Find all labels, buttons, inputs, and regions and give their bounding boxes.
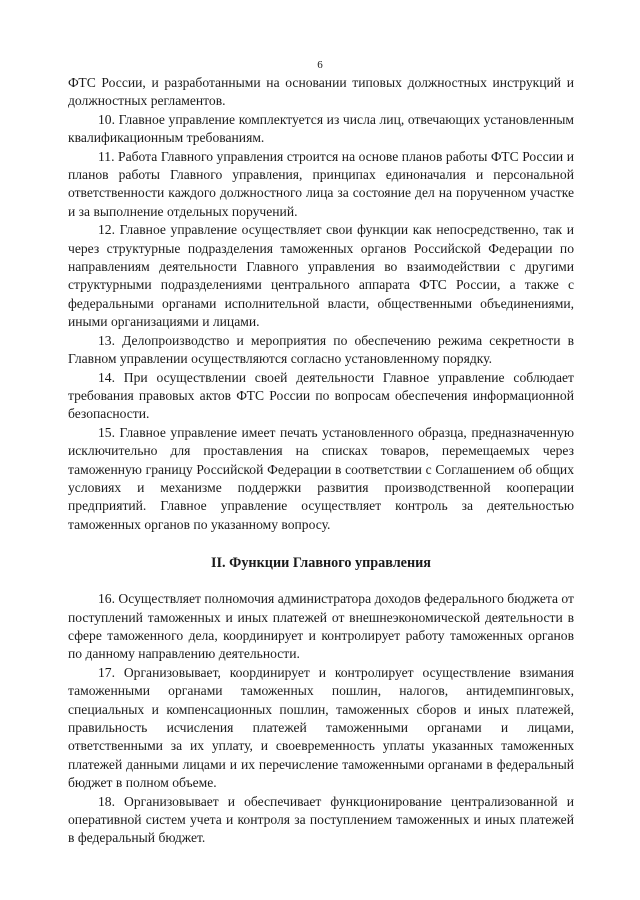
paragraph-17: 17. Организовывает, координирует и контролирует осуществление взимания таможенными органами таможенных пошлин, налогов, антидемпинговых, специальных и компенсационных пошлин, таможенных сборов и иных платежей, правильность исчисления платежей таможенными органами и лицами, ответственными за их уплату, и своевременность уплаты указанных таможенных платежей данными лицами и их перечисление таможенными органами в федеральный бюджет в полном объеме. <box>68 664 574 791</box>
paragraph-11: 11. Работа Главного управления строится на основе планов работы ФТС России и планов работы Главного управления, принципах единоначалия и персональной ответственности каждого должностного лица за состояние дел на порученном участке и за выполнение отдельных поручений. <box>68 148 574 219</box>
paragraph-18: 18. Организовывает и обеспечивает функционирование централизованной и оперативной систем учета и контроля за поступлением таможенных и иных платежей в федеральный бюджет. <box>68 793 574 846</box>
paragraph-12: 12. Главное управление осуществляет свои функции как непосредственно, так и через структурные подразделения таможенных органов Российской Федерации по направлениям деятельности Главного управления во взаимодействии с другими структурными подразделениями центрального аппарата ФТС России, а также с федеральными органами исполнительной власти, общественными объединениями, иными организациями и лицами. <box>68 222 574 330</box>
paragraph-15: 15. Главное управление имеет печать установленного образца, предназначенную исключительно для проставления на списках товаров, перемещаемых через таможенную границу Российской Федерации в соответствии с Соглашением об общих условиях и механизме поддержки развития производственной кооперации предприятий. Главное управление осуществляет контроль за деятельностью таможенных органов по указанному вопросу. <box>68 424 574 532</box>
document-body <box>68 74 574 848</box>
paragraph-10: 10. Главное управление комплектуется из числа лиц, отвечающих установленным квалификационным требованиям. <box>68 111 574 146</box>
paragraph-13: 13. Делопроизводство и мероприятия по обеспечению режима секретности в Главном управлении осуществляются согласно установленному порядку. <box>68 332 574 367</box>
paragraph-9-continuation: ФТС России, и разработанными на основании типовых должностных инструкций и должностных регламентов. <box>68 75 574 109</box>
section-heading: II. Функции Главного управления <box>211 555 431 572</box>
paragraph-14: 14. При осуществлении своей деятельности Главное управление соблюдает требования правовых актов ФТС России по вопросам обеспечения информационной безопасности. <box>68 369 574 422</box>
paragraph-16: 16. Осуществляет полномочия администратора доходов федерального бюджета от поступлений таможенных и иных платежей от внешнеэкономической деятельности в сфере таможенного дела, координирует и контролирует работу таможенных органов по данному направлению деятельности. <box>68 591 574 662</box>
page-number: 6 <box>317 59 323 71</box>
